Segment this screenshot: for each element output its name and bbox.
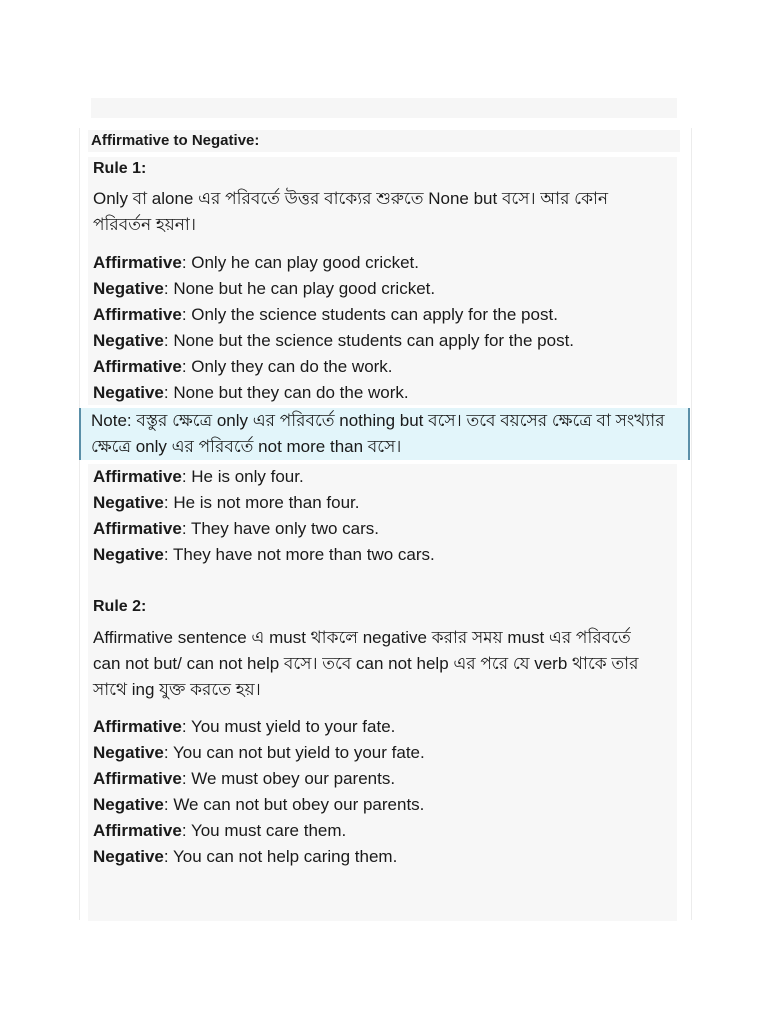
- example-line: [93, 490, 359, 516]
- example-line: [93, 464, 304, 490]
- example-line: [93, 542, 435, 568]
- section-title: Affirmative to Negative:: [88, 130, 680, 152]
- example-text: : We must obey our parents.: [181, 769, 396, 788]
- example-label: Affirmative: [93, 305, 182, 324]
- example-text: : You can not but yield to your fate.: [163, 743, 425, 762]
- example-line: [93, 844, 397, 870]
- example-label: Negative: [93, 743, 164, 762]
- example-label: Negative: [93, 847, 164, 866]
- example-text: : Only he can play good cricket.: [181, 253, 419, 272]
- rule1-panel: [88, 157, 677, 405]
- example-text: : You must yield to your fate.: [181, 717, 396, 736]
- example-text: : He is not more than four.: [163, 493, 360, 512]
- example-line: [93, 792, 424, 818]
- example-text: : Only they can do the work.: [181, 357, 393, 376]
- example-line: [93, 328, 574, 354]
- example-line: [93, 516, 379, 542]
- example-line: [93, 740, 425, 766]
- rule2-explanation: Affirmative sentence এ must থাকলে negative করার সময় must এর পরিবর্তে can not but/ can not help বসে। তবে can not help এর পরে যে verb থাকে তার সাথে ing যুক্ত করতে হয়।: [93, 628, 639, 699]
- example-label: Negative: [93, 279, 164, 298]
- example-label: Negative: [93, 331, 164, 350]
- example-line: [93, 766, 395, 792]
- example-label: Negative: [93, 383, 164, 402]
- example-line: [93, 250, 419, 276]
- example-label: Affirmative: [93, 253, 182, 272]
- rule1-explanation: Only বা alone এর পরিবর্তে উত্তর বাক্যের শুরুতে None but বসে। আর কোন পরিবর্তন হয়না।: [93, 189, 609, 234]
- example-line: [93, 354, 393, 380]
- example-label: Affirmative: [93, 357, 182, 376]
- example-label: Affirmative: [93, 717, 182, 736]
- example-text: : They have only two cars.: [181, 519, 379, 538]
- example-text: : We can not but obey our parents.: [163, 795, 425, 814]
- example-label: Affirmative: [93, 821, 182, 840]
- example-line: [93, 818, 346, 844]
- example-text: : You must care them.: [181, 821, 347, 840]
- example-label: Negative: [93, 493, 164, 512]
- rule1-heading: Rule 1:: [93, 160, 147, 177]
- example-text: : None but they can do the work.: [163, 383, 409, 402]
- example-line: [93, 276, 435, 302]
- example-label: Negative: [93, 545, 164, 564]
- example-line: [93, 380, 409, 406]
- example-line: [93, 714, 395, 740]
- example-text: : You can not help caring them.: [163, 847, 398, 866]
- example-text: : He is only four.: [181, 467, 304, 486]
- example-text: : Only the science students can apply for the post.: [181, 305, 558, 324]
- example-text: : None but the science students can apply for the post.: [163, 331, 575, 350]
- example-label: Affirmative: [93, 519, 182, 538]
- rule2-heading: Rule 2:: [93, 598, 147, 615]
- example-line: [93, 302, 558, 328]
- example-text: : They have not more than two cars.: [163, 545, 435, 564]
- example-label: Negative: [93, 795, 164, 814]
- example-text: : None but he can play good cricket.: [163, 279, 436, 298]
- top-bar: [91, 98, 677, 118]
- example-label: Affirmative: [93, 769, 182, 788]
- example-label: Affirmative: [93, 467, 182, 486]
- note-box: Note: বস্তুর ক্ষেত্রে only এর পরিবর্তে nothing but বসে। তবে বয়সের ক্ষেত্রে বা সংখ্যার ক্ষেত্রে only এর পরিবর্তে not more than বসে।: [79, 408, 690, 460]
- rule2-panel: [88, 464, 677, 921]
